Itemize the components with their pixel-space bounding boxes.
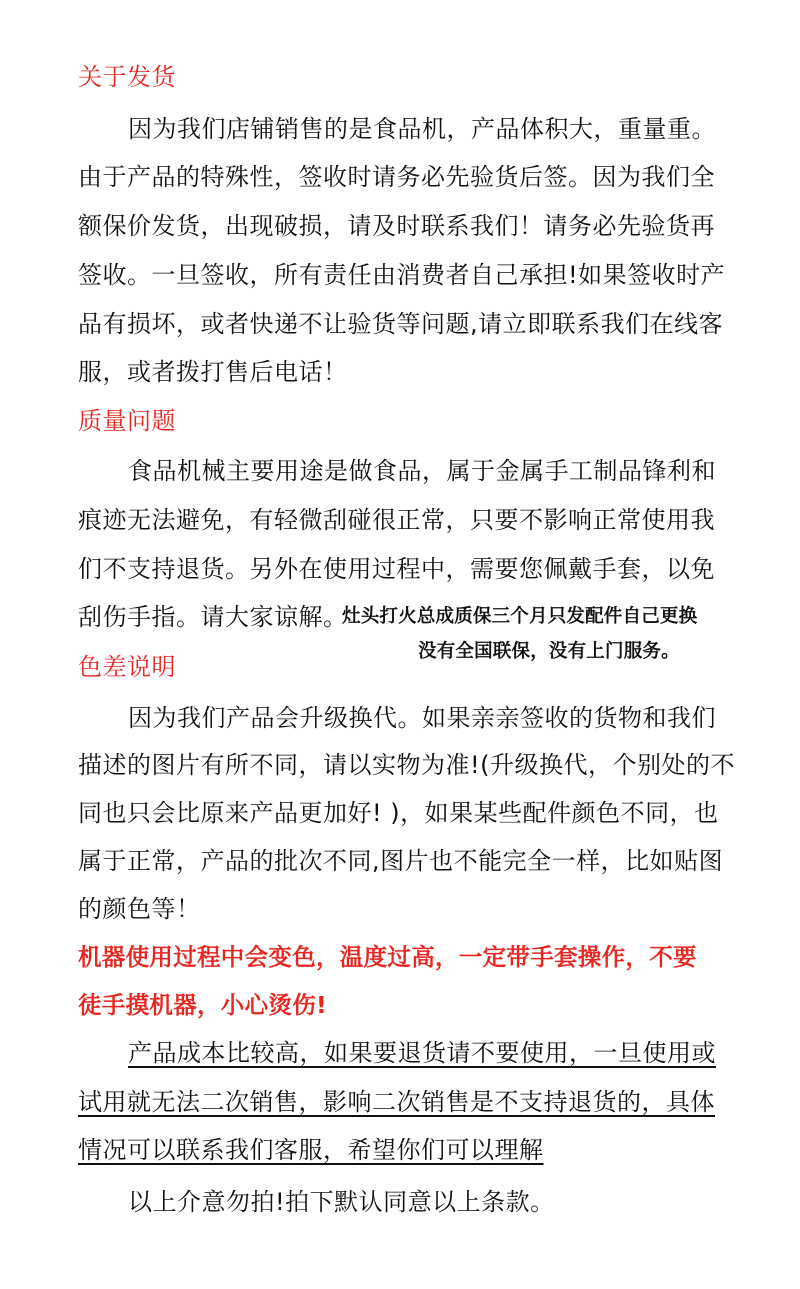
shipping-paragraph-line: 因为我们店铺销售的是食品机，产品体积大，重量重。 — [128, 115, 716, 143]
color-paragraph-line: 同也只会比原来产品更加好! )，如果某些配件颜色不同，也 — [78, 799, 719, 827]
returns-paragraph-line: 产品成本比较高，如果要退货请不要使用，一旦使用或 — [128, 1039, 716, 1067]
quality-paragraph-line: 刮伤手指。请大家谅解。 — [78, 603, 348, 631]
warranty-note-line-2: 没有全国联保，没有上门服务。 — [418, 641, 680, 662]
returns-paragraph-line: 情况可以联系我们客服，希望你们可以理解 — [78, 1136, 544, 1164]
shipping-paragraph-line: 服，或者拨打售后电话！ — [78, 358, 348, 386]
shipping-heading: 关于发货 — [78, 63, 176, 91]
shipping-paragraph-line: 由于产品的特殊性，签收时请务必先验货后签。因为我们全 — [78, 163, 715, 191]
quality-paragraph-line: 痕迹无法避免，有轻微刮碰很正常，只要不影响正常使用我 — [78, 506, 715, 534]
color-paragraph-line: 因为我们产品会升级换代。如果亲亲签收的货物和我们 — [128, 704, 716, 732]
returns-paragraph-line: 试用就无法二次销售，影响二次销售是不支持退货的，具体 — [78, 1088, 715, 1116]
quality-paragraph-line: 食品机械主要用途是做食品，属于金属手工制品锋利和 — [128, 457, 716, 485]
shipping-paragraph-line: 额保价发货，出现破损，请及时联系我们！请务必先验货再 — [78, 212, 715, 240]
shipping-paragraph-line: 签收。一旦签收，所有责任由消费者自己承担!如果签收时产 — [78, 261, 726, 289]
quality-heading: 质量问题 — [78, 407, 176, 435]
quality-paragraph-line: 们不支持退货。另外在使用过程中，需要您佩戴手套，以免 — [78, 555, 715, 583]
color-paragraph-line: 描述的图片有所不同，请以实物为准!(升级换代，个别处的不 — [78, 751, 735, 779]
warning-line: 机器使用过程中会变色，温度过高，一定带手套操作，不要 — [78, 943, 697, 971]
warranty-note-line-1: 灶头打火总成质保三个月只发配件自己更换 — [342, 606, 698, 627]
warning-line: 徒手摸机器，小心烫伤! — [78, 991, 328, 1019]
color-paragraph-line: 的颜色等！ — [78, 895, 201, 923]
shipping-paragraph-line: 品有损坏，或者快递不让验货等问题,请立即联系我们在线客 — [78, 310, 724, 338]
color-paragraph-line: 属于正常，产品的批次不同,图片也不能完全一样，比如贴图 — [78, 847, 724, 875]
terms-footer: 以上介意勿拍!拍下默认同意以上条款。 — [128, 1188, 555, 1216]
color-heading: 色差说明 — [78, 653, 176, 681]
